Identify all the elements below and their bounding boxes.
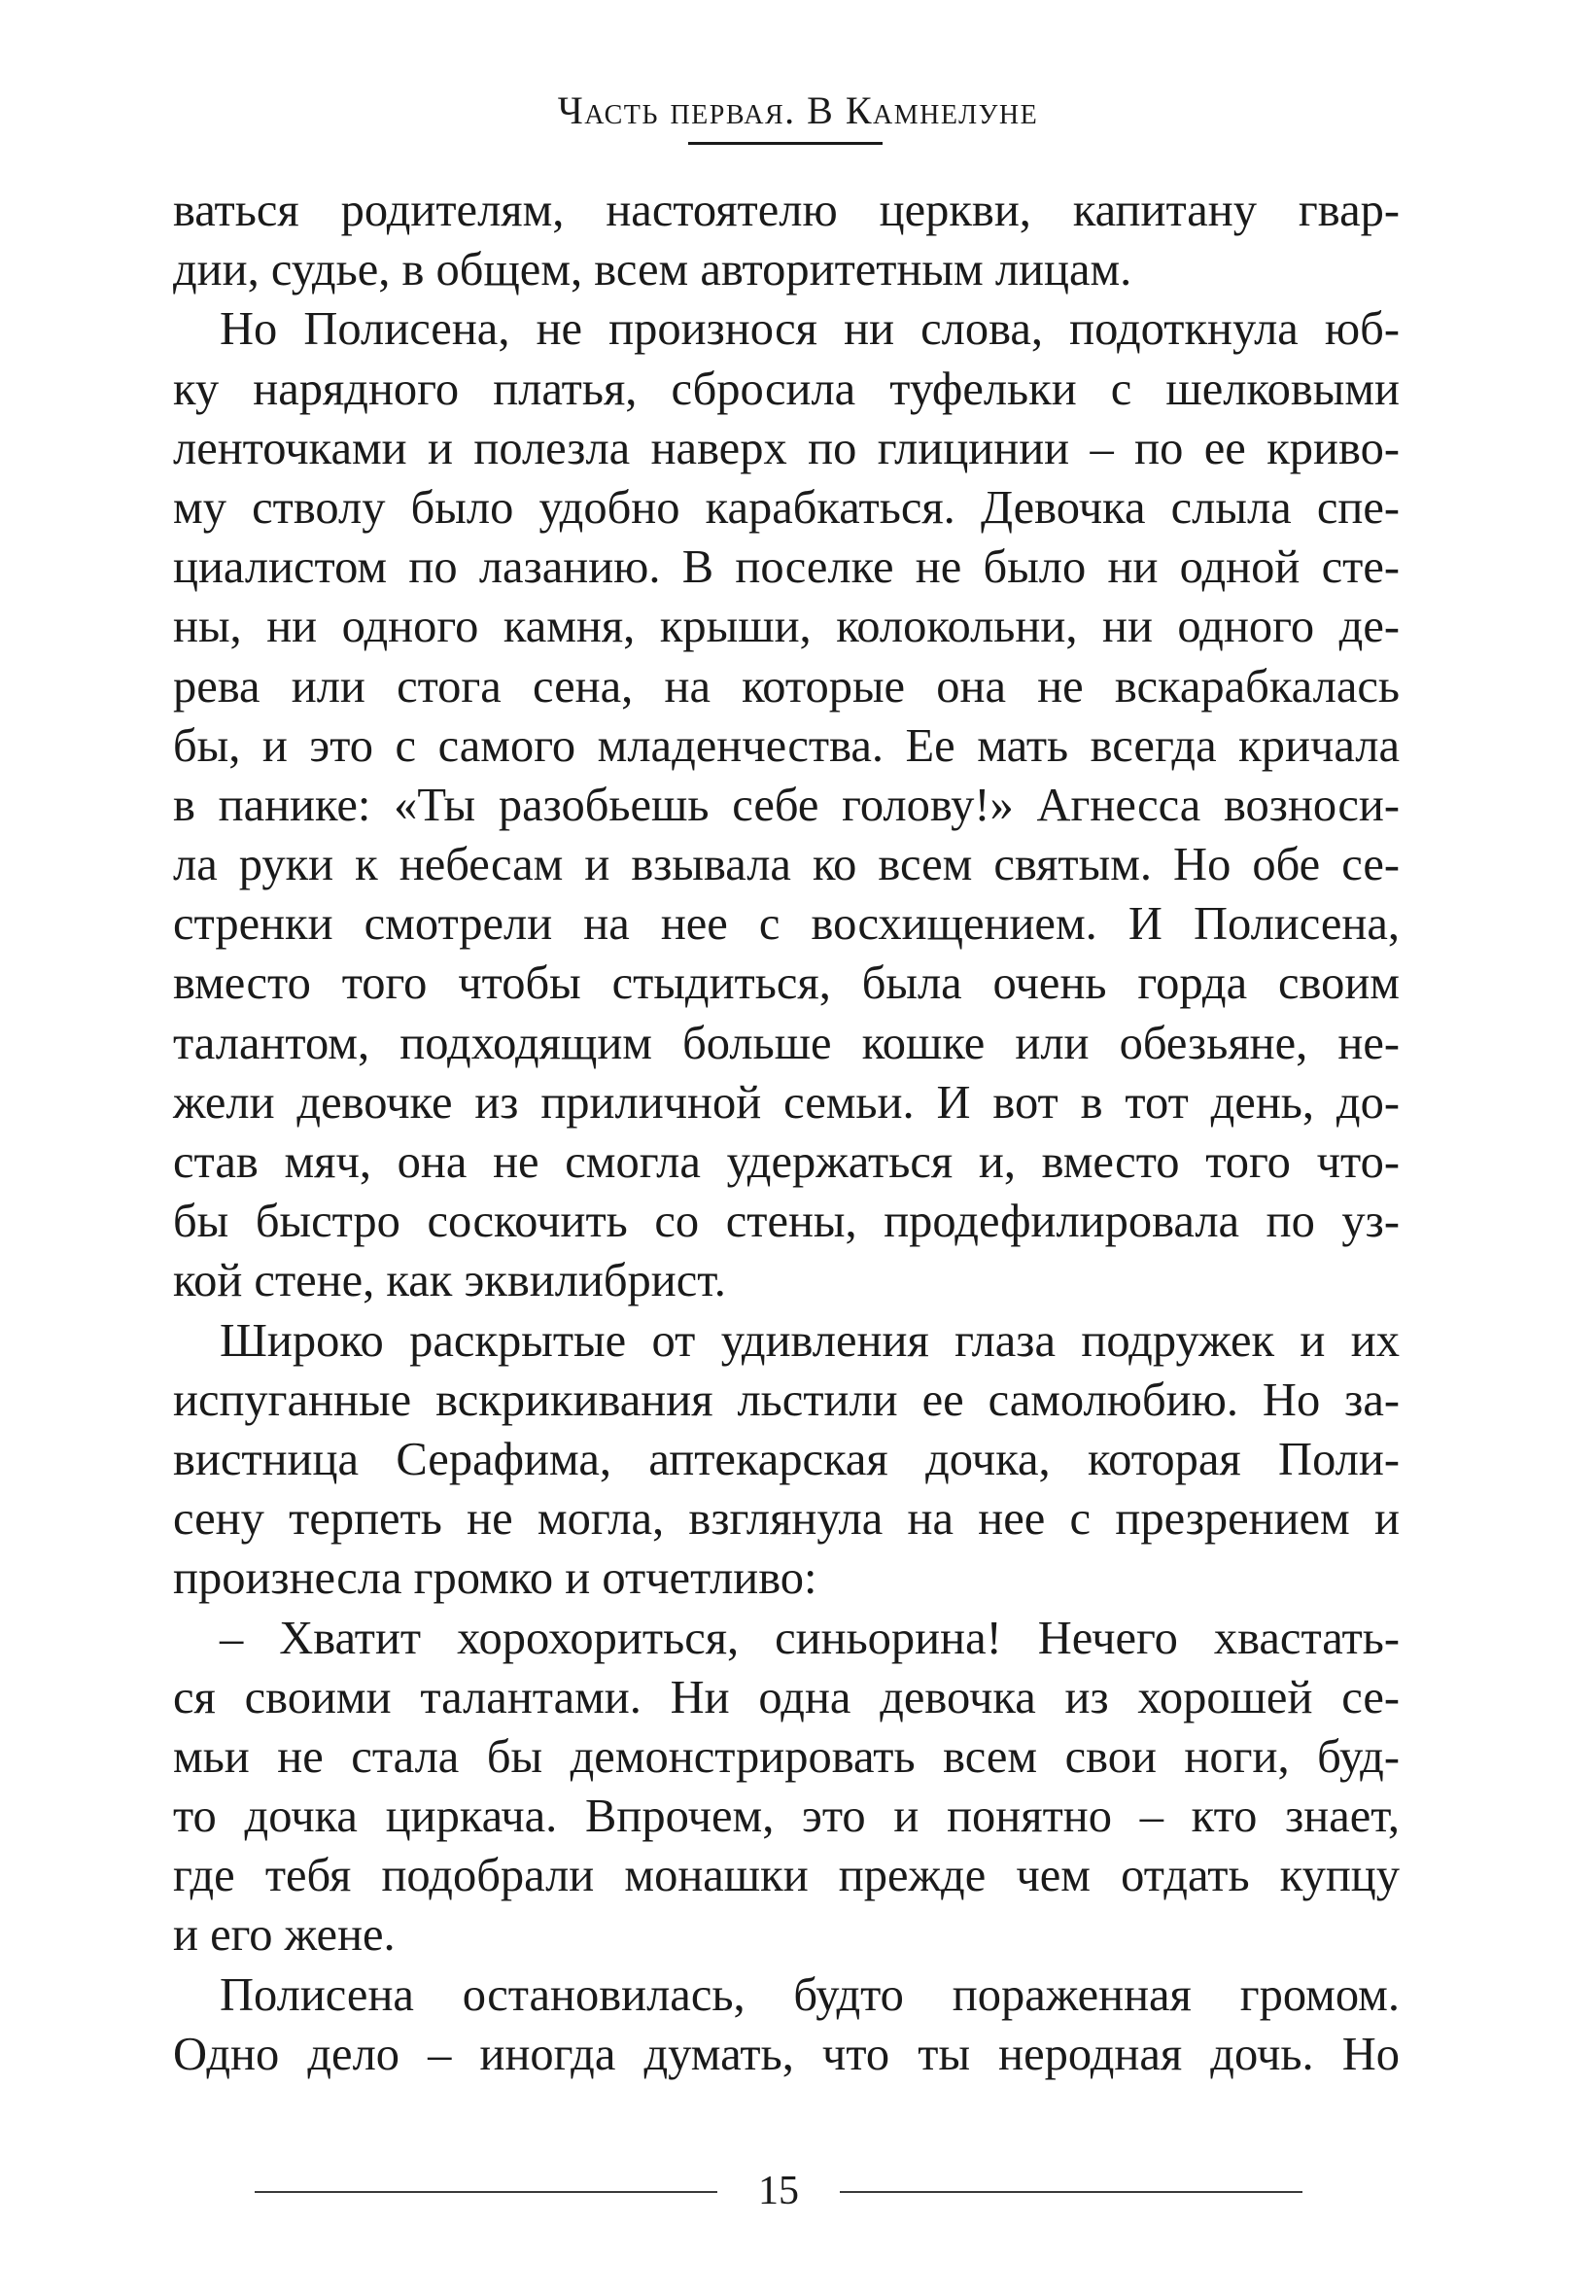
text-line: кой стене, как эквилибрист. xyxy=(173,1255,726,1307)
folio-rule-right xyxy=(840,2191,1302,2193)
text-line: Но Полисена, не произнося ни слова, подоткнула юб- xyxy=(220,303,1400,356)
text-line: стренки смотрели на нее с восхищением. И Полисена, xyxy=(173,898,1400,951)
text-line: – Хватит хорохориться, синьорина! Нечего хвастать- xyxy=(220,1612,1400,1664)
text-line: произнесла громко и отчетливо: xyxy=(173,1552,817,1605)
text-line: Полисена остановилась, будто пораженная громом. xyxy=(220,1968,1400,2021)
text-line: циалистом по лазанию. В поселке не было ни одной сте- xyxy=(173,541,1400,594)
page-body xyxy=(173,181,1400,2084)
text-line: бы быстро соскочить со стены, продефилировала по уз- xyxy=(173,1196,1400,1248)
text-line: став мяч, она не смогла удержаться и, вместо того что- xyxy=(173,1136,1400,1188)
text-line: бы, и это с самого младенчества. Ее мать всегда кричала xyxy=(173,719,1400,772)
text-line: и его жене. xyxy=(173,1909,396,1962)
text-line: ся своими талантами. Ни одна девочка из хорошей се- xyxy=(173,1671,1400,1723)
text-line: в панике: «Ты разобьешь себе голову!» Агнесса возноси- xyxy=(173,779,1400,831)
running-head: Часть первая. В Камнелуне xyxy=(557,88,1039,132)
text-line: ку нарядного платья, сбросила туфельки с шелковыми xyxy=(173,363,1400,415)
text-line: Одно дело – иногда думать, что ты неродная дочь. Но xyxy=(173,2028,1400,2080)
text-line: ленточками и полезла наверх по глицинии – по ее криво- xyxy=(173,422,1400,474)
text-line: жели девочке из приличной семьи. И вот в тот день, до- xyxy=(173,1076,1400,1129)
text-line: талантом, подходящим больше кошке или обезьяне, не- xyxy=(173,1017,1400,1069)
text-line: ла руки к небесам и взывала ко всем святым. Но обе се- xyxy=(173,839,1400,891)
text-line: дии, судье, в общем, всем авторитетным лицам. xyxy=(173,244,1132,296)
page-number: 15 xyxy=(758,2169,799,2213)
text-line: му стволу было удобно карабкаться. Девочка слыла спе- xyxy=(173,481,1400,534)
folio-rule-left xyxy=(255,2191,717,2193)
text-line: рева или стога сена, на которые она не вскарабкалась xyxy=(173,660,1400,713)
text-line: мьи не стала бы демонстрировать всем свои ноги, буд- xyxy=(173,1730,1400,1783)
text-line: ваться родителям, настоятелю церкви, капитану гвар- xyxy=(173,185,1400,236)
text-line: вистница Серафима, аптекарская дочка, которая Поли- xyxy=(173,1433,1400,1485)
text-line: то дочка циркача. Впрочем, это и понятно – кто знает, xyxy=(173,1791,1400,1843)
running-head-underline xyxy=(688,142,883,145)
text-line: Широко раскрытые от удивления глаза подружек и их xyxy=(220,1314,1400,1367)
text-line: испуганные вскрикивания льстили ее самолюбию. Но за- xyxy=(173,1374,1400,1426)
text-line: сену терпеть не могла, взглянула на нее с презрением и xyxy=(173,1493,1400,1546)
text-line: вместо того чтобы стыдиться, была очень горда своим xyxy=(173,957,1400,1010)
text-line: ны, ни одного камня, крыши, колокольни, ни одного де- xyxy=(173,601,1400,653)
text-line: где тебя подобрали монашки прежде чем отдать купцу xyxy=(173,1850,1400,1902)
